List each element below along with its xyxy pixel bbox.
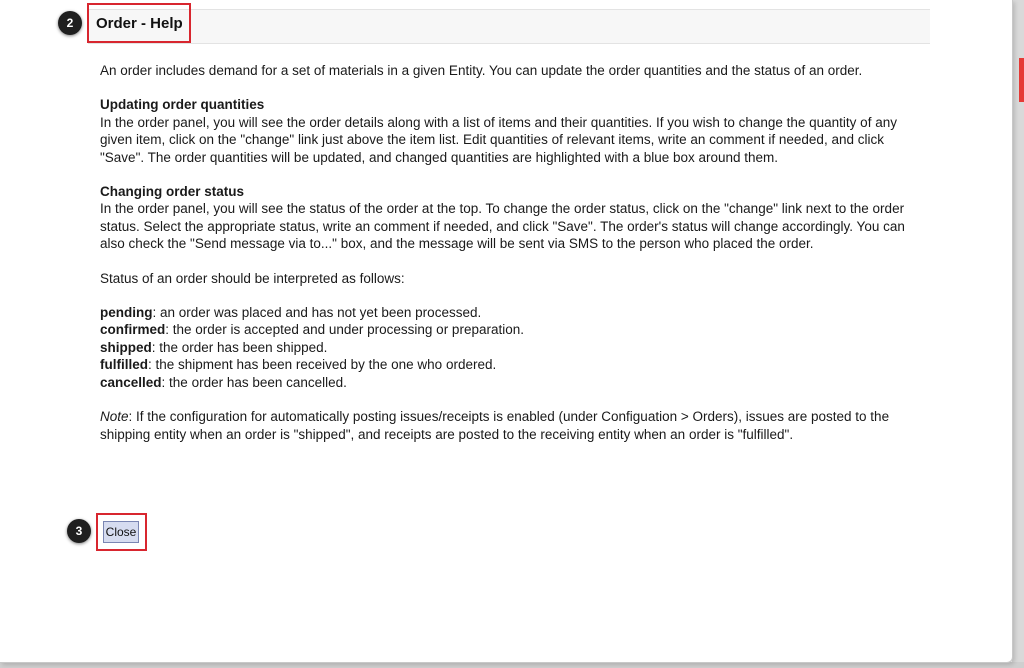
help-content: [100, 62, 920, 443]
section-body-status: In the order panel, you will see the status of the order at the top. To change the order status, click on the "change" link next to the order status. Select the appropriate status, write an comment if needed, and click "Save". The order's status will change accordingly. You can also check the "Send message via to..." box, and the message will be sent via SMS to the person who placed the order.: [100, 201, 905, 252]
status-term: pending: [100, 305, 153, 321]
step-badge-3: 3: [67, 519, 91, 543]
close-button[interactable]: Close: [103, 521, 139, 543]
status-item-pending: [100, 304, 920, 321]
section-heading-status: Changing order status: [100, 184, 245, 200]
status-desc: : the order is accepted and under processing or preparation.: [165, 322, 524, 338]
status-intro: Status of an order should be interpreted as follows:: [100, 270, 405, 286]
status-term: fulfilled: [100, 357, 148, 373]
background-accent-bar: [1019, 58, 1024, 102]
status-desc: : an order was placed and has not yet been processed.: [152, 305, 482, 321]
dialog-title-bar: [88, 9, 930, 44]
section-body-quantities: In the order panel, you will see the order details along with a list of items and their quantities. If you wish to change the quantity of any given item, click on the "change" link just above the item list. Edit quantities of relevant items, write an comment if needed, and click "Save". The order quantities will be updated, and changed quantities are highlighted with a blue box around them.: [100, 114, 897, 165]
status-desc: : the shipment has been received by the one who ordered.: [148, 357, 497, 373]
status-desc: : the order has been cancelled.: [161, 374, 347, 390]
title-highlight-box: [87, 3, 191, 43]
step-badge-2: 2: [58, 11, 82, 35]
status-item-shipped: [100, 339, 920, 356]
note-label: Note: [100, 409, 129, 425]
status-term: cancelled: [100, 374, 162, 390]
dialog-title: Order - Help: [96, 15, 183, 32]
status-term: confirmed: [100, 322, 166, 338]
intro-paragraph: An order includes demand for a set of materials in a given Entity. You can update the order quantities and the status of an order.: [100, 63, 863, 78]
status-item-confirmed: [100, 321, 920, 338]
section-heading-quantities: Updating order quantities: [100, 97, 265, 113]
note-paragraph: [100, 408, 920, 443]
status-term: shipped: [100, 339, 152, 355]
status-item-fulfilled: [100, 356, 920, 373]
background-page-edge: [1012, 0, 1024, 668]
status-desc: : the order has been shipped.: [151, 339, 328, 355]
note-text: : If the configuration for automatically posting issues/receipts is enabled (under Configuation > Orders), issues are posted to the shipping entity when an order is "shipped", and receipts are posted to the receiving entity when an order is "fulfilled".: [100, 409, 890, 442]
status-item-cancelled: [100, 374, 920, 391]
